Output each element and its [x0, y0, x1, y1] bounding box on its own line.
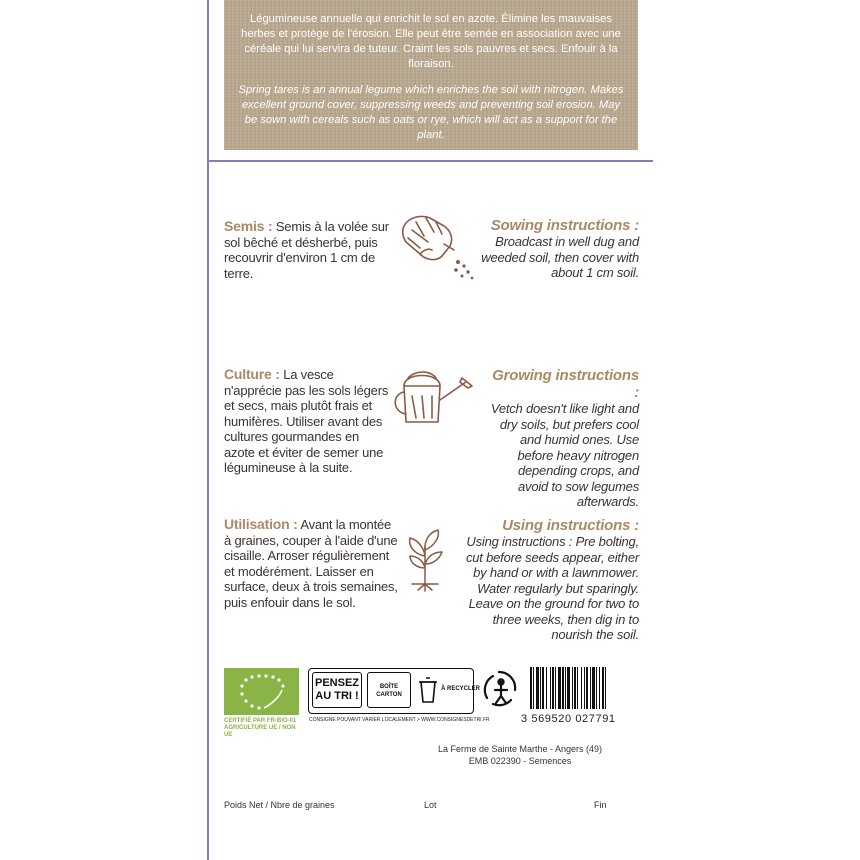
section-sowing-en	[469, 217, 639, 281]
consigne-caption: CONSIGNE POUVANT VARIER LOCALEMENT > WWW.CONSIGNESDETRI.FR	[309, 717, 490, 723]
section-utilisation-fr	[224, 517, 399, 610]
left-margin-rule	[207, 0, 209, 860]
bio-caption-line2: AGRICULTURE UE / NON UE	[224, 725, 296, 738]
intro-text-fr: Légumineuse annuelle qui enrichit le sol en azote. Élimine les mauvaises herbes et protège de l'érosion. Elle peut être semée en association avec une céréale qui lui servira de tuteur. Craint les sols pauvres et secs. Enfouir à la floraison.	[241, 13, 621, 70]
section-semis-fr-text: Semis à la volée sur sol bêché et désherbé, puis recouvrir d'environ 1 cm de terre.	[224, 219, 389, 281]
section-utilisation-fr-title: Utilisation :	[224, 516, 298, 532]
triman-logo-icon	[479, 668, 521, 710]
section-growing-en	[489, 367, 639, 510]
company-info	[420, 743, 620, 767]
section-culture-fr-text: La vesce n'apprécie pas les sols légers et secs, mais plutôt frais et humifères. Utiliser avant des cultures gourmandes en azote et éviter de semer une légumineuse à la suite.	[224, 367, 389, 475]
intro-text-en: Spring tares is an annual legume which enriches the soil with nitrogen. Makes excellent ground cover, suppressing weeds and preventing soil erosion. May be sown with cereals such as oats or rye, which will act as a support for the plant.	[238, 84, 624, 141]
watering-can-icon	[386, 366, 480, 428]
seedling-icon	[402, 526, 448, 592]
footer-lot: Lot	[424, 800, 437, 810]
section-sowing-en-text: Broadcast in well dug and weeded soil, then cover with about 1 cm soil.	[481, 234, 639, 280]
eu-organic-logo	[224, 668, 299, 715]
barcode-icon	[530, 667, 636, 709]
top-divider-rule	[209, 160, 653, 162]
company-line2: EMB 022390 - Semences	[468, 756, 572, 766]
section-using-en-title: Using instructions :	[502, 517, 639, 534]
eu-leaf-icon	[224, 668, 299, 715]
section-semis-fr-title: Semis :	[224, 218, 273, 234]
intro-kraft-panel	[224, 0, 638, 150]
bio-caption-line1: CERTIFIÉ PAR FR-BIO-01	[224, 718, 297, 724]
bio-caption	[224, 718, 304, 739]
sowing-hand-icon	[398, 208, 480, 284]
boite-carton-label: BOÎTE CARTON	[367, 672, 411, 708]
barcode-number: 3 569520 027791	[521, 713, 616, 725]
section-growing-en-text: Vetch doesn't like light and dry soils, but prefers cool and humid ones. Use before heavy nitrogen depending crops, and avoid to sow legumes afterwards.	[490, 401, 639, 509]
section-growing-en-title: Growing instructions :	[492, 367, 639, 401]
recycling-bin-icon	[418, 676, 438, 704]
section-culture-fr	[224, 367, 392, 476]
a-recycler-label: À RECYCLER	[441, 686, 481, 692]
pensez-au-tri-badge: PENSEZ AU TRI !	[312, 672, 362, 708]
company-line1: La Ferme de Sainte Marthe - Angers (49)	[437, 744, 603, 754]
section-using-en	[464, 517, 639, 643]
footer-poids: Poids Net / Nbre de graines	[224, 800, 335, 810]
section-culture-fr-title: Culture :	[224, 366, 280, 382]
section-sowing-en-title: Sowing instructions :	[490, 217, 639, 234]
section-using-en-text: Using instructions : Pre bolting, cut before seeds appear, either by hand or with a lawnmower. Water regularly but sparingly. Leave on the ground for two to three weeks, then dig in to nourish the soil.	[465, 534, 639, 642]
footer-fin: Fin	[594, 800, 607, 810]
section-semis-fr	[224, 219, 404, 281]
section-utilisation-fr-text: Avant la montée à graines, couper à l'aide d'une cisaille. Arroser régulièrement et modérément. Laisser en surface, deux à trois semaines, puis enfouir dans le sol.	[224, 517, 398, 610]
